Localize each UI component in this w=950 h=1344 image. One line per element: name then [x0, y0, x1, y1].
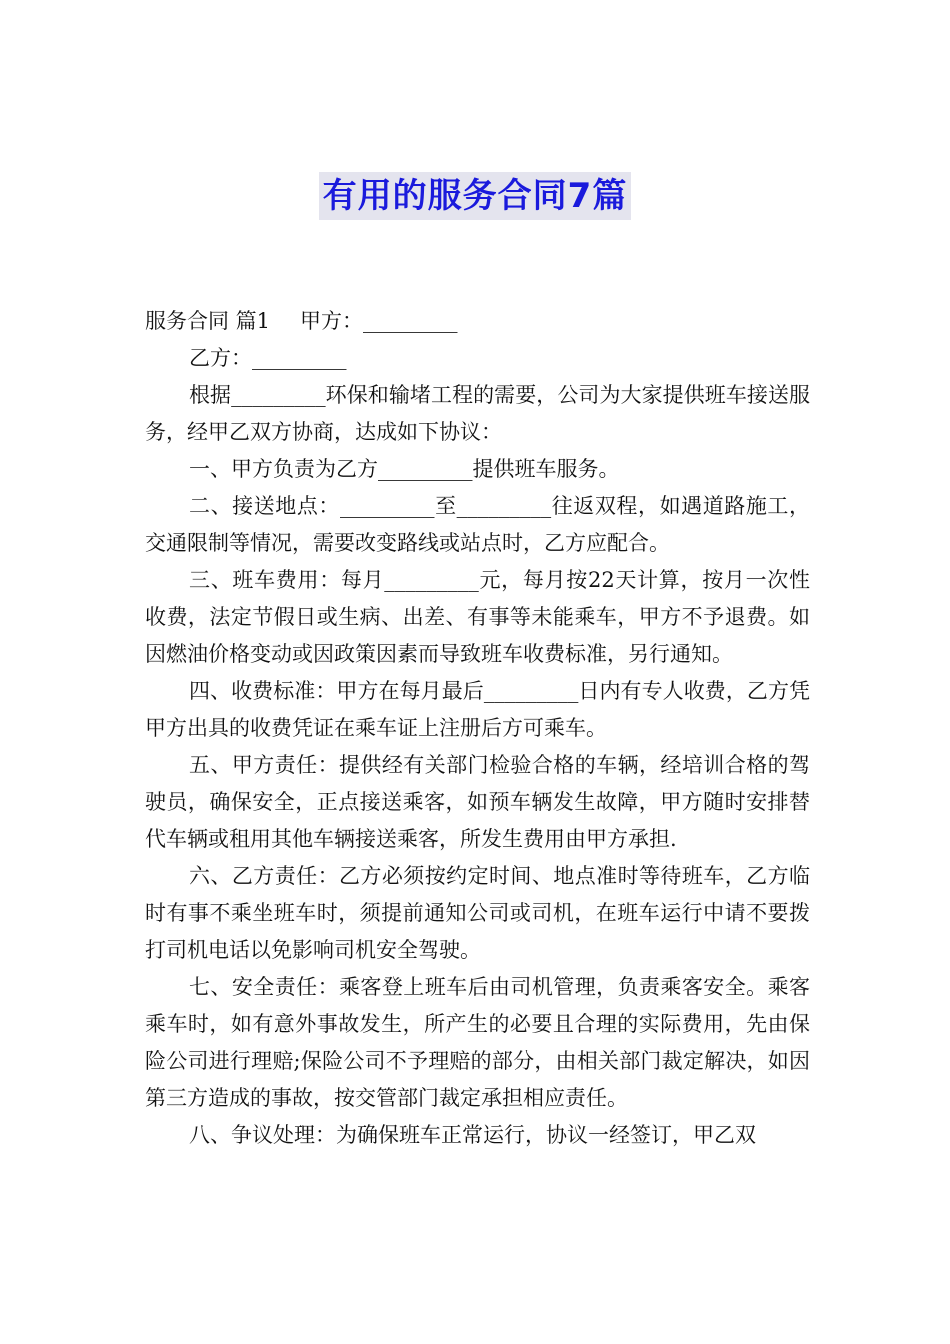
section-heading: 服务合同 篇1	[145, 309, 271, 333]
party-b-line: 乙方：_________	[189, 346, 347, 370]
document-title: 有用的服务合同7篇	[319, 172, 632, 220]
clause-8: 八、争议处理：为确保班车正常运行，协议一经签订，甲乙双	[189, 1123, 756, 1147]
clause-2: 二、接送地点：_________至_________往返双程，如遇道路施工，交通限制等情况，需要改变路线或站点时，乙方应配合。	[145, 494, 810, 555]
title-container	[0, 172, 950, 220]
clause-5: 五、甲方责任：提供经有关部门检验合格的车辆，经培训合格的驾驶员，确保安全，正点接送乘客，如预车辆发生故障，甲方随时安排替代车辆或租用其他车辆接送乘客，所发生费用由甲方承担.	[145, 753, 810, 851]
clause-6: 六、乙方责任：乙方必须按约定时间、地点准时等待班车，乙方临时有事不乘坐班车时，须提前通知公司或司机，在班车运行中请不要拨打司机电话以免影响司机安全驾驶。	[145, 864, 810, 962]
clause-3: 三、班车费用：每月_________元，每月按22天计算，按月一次性收费，法定节假日或生病、出差、有事等未能乘车，甲方不予退费。如因燃油价格变动或因政策因素而导致班车收费标准，另行通知。	[145, 568, 810, 666]
paragraph-preamble: 根据_________环保和输堵工程的需要，公司为大家提供班车接送服务，经甲乙双方协商，达成如下协议：	[145, 383, 810, 444]
clause-1: 一、甲方负责为乙方_________提供班车服务。	[189, 457, 620, 481]
document-body	[145, 303, 810, 1154]
paragraph-header	[145, 303, 810, 340]
clause-7: 七、安全责任：乘客登上班车后由司机管理，负责乘客安全。乘客乘车时，如有意外事故发生，所产生的必要且合理的实际费用，先由保险公司进行理赔;保险公司不予理赔的部分，由相关部门裁定解决，如因第三方造成的事故，按交管部门裁定承担相应责任。	[145, 975, 810, 1110]
clause-4: 四、收费标准：甲方在每月最后_________日内有专人收费，乙方凭甲方出具的收费凭证在乘车证上注册后方可乘车。	[145, 679, 810, 740]
party-a-line: 甲方：_________	[300, 309, 458, 333]
